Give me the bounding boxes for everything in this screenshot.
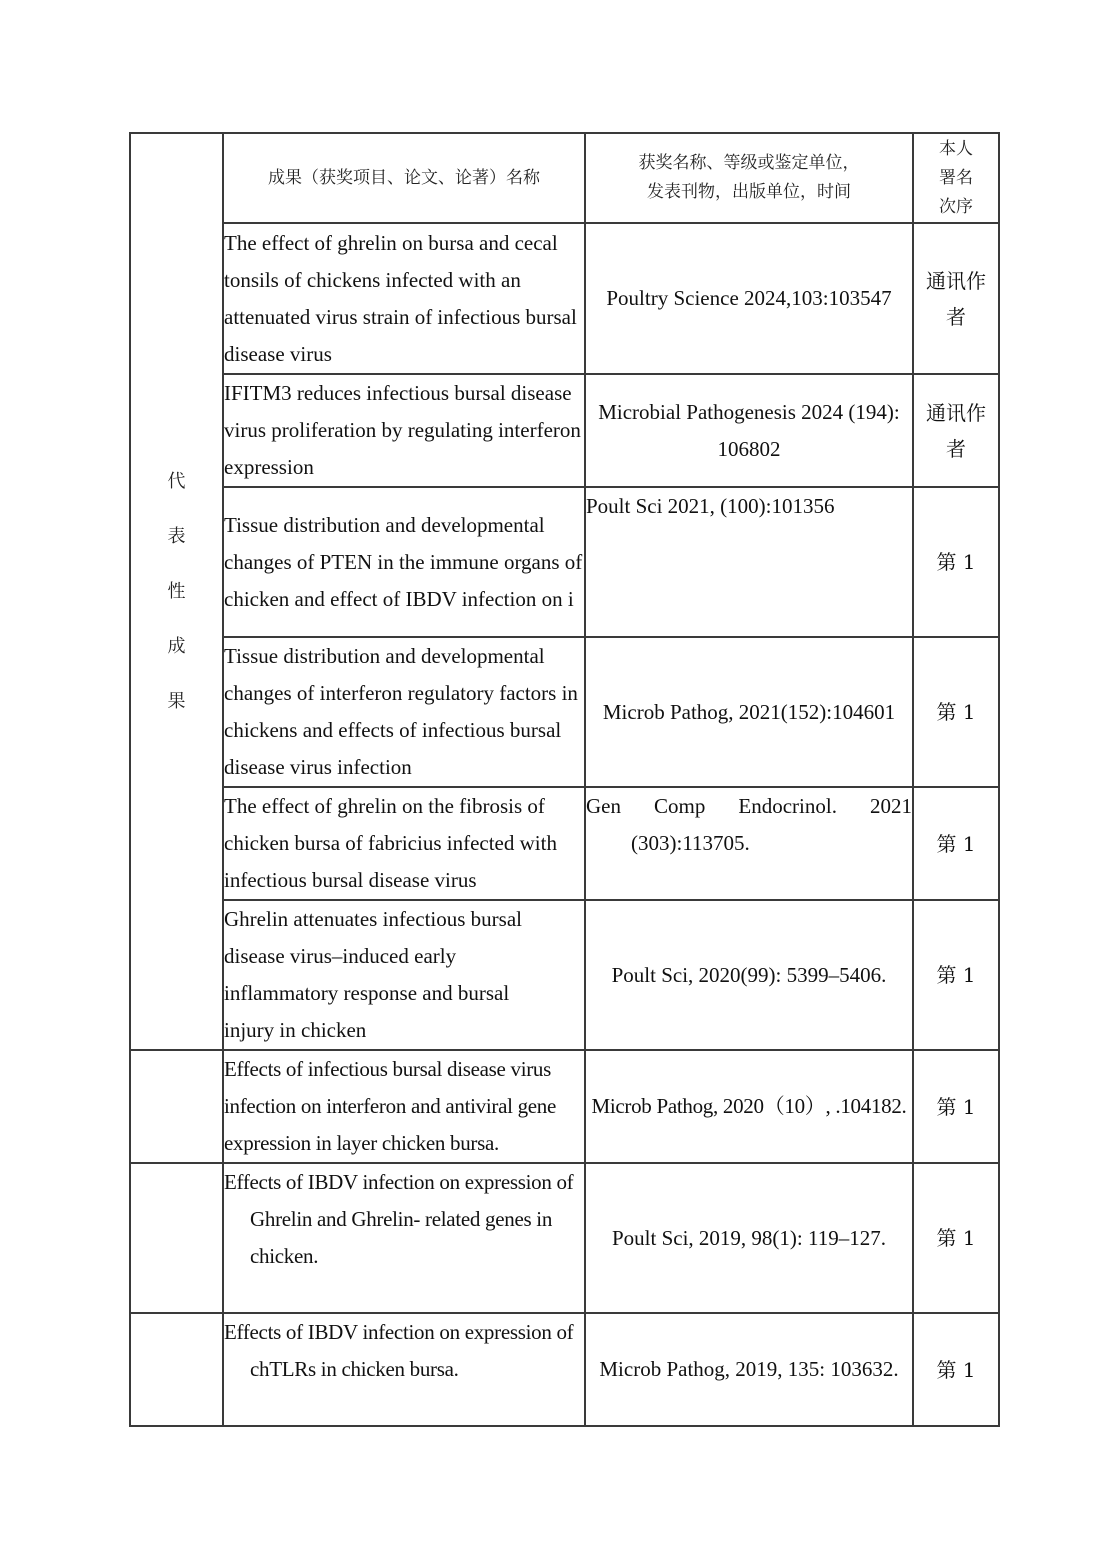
author-order: 第 1 (913, 1050, 999, 1163)
achievement-title: Tissue distribution and developmental changes of PTEN in the immune organs of chicken and effect of IBDV infection on i (223, 487, 585, 637)
achievement-title: Ghrelin attenuates infectious bursal disease virus–induced early inflammatory response and bursal injury in chicken (223, 900, 585, 1050)
achievement-publication: Microb Pathog, 2021(152):104601 (585, 637, 913, 787)
achievement-publication (585, 787, 913, 900)
author-order: 第 1 (913, 900, 999, 1050)
achievement-title: The effect of ghrelin on bursa and cecal tonsils of chickens infected with an attenuated virus strain of infectious bursal disease virus (223, 223, 585, 374)
table-row (130, 1313, 999, 1426)
achievement-title: The effect of ghrelin on the fibrosis of chicken bursa of fabricius infected with infectious bursal disease virus (223, 787, 585, 900)
side-label-char: 代 (167, 471, 186, 492)
header-order-label-line2: 署名 (939, 167, 973, 188)
table-row (130, 1050, 999, 1163)
achievement-publication: Microb Pathog, 2019, 135: 103632. (585, 1313, 913, 1426)
table-row (130, 374, 999, 487)
achievement-title: IFITM3 reduces infectious bursal disease virus proliferation by regulating interferon expression (223, 374, 585, 487)
table-header-row (130, 133, 999, 223)
author-order-text: 通讯作者 (926, 400, 986, 461)
achievements-table (129, 132, 1000, 1427)
achievement-publication: Microb Pathog, 2020（10）, .104182. (585, 1050, 913, 1163)
table-row (130, 223, 999, 374)
publication-text-line1: Gen Comp Endocrinol. 2021 (586, 794, 912, 818)
author-order: 第 1 (913, 787, 999, 900)
header-order-column (913, 133, 999, 223)
header-order-label-line3: 次序 (939, 196, 973, 217)
author-order-text: 通讯作者 (926, 268, 986, 329)
table-row (130, 900, 999, 1050)
side-label-char: 果 (167, 691, 186, 712)
header-publication-column (585, 133, 913, 223)
achievement-publication: Poultry Science 2024,103:103547 (585, 223, 913, 374)
side-label-cell (130, 133, 223, 1050)
author-order: 第 1 (913, 637, 999, 787)
achievement-publication: Microbial Pathogenesis 2024 (194): 106802 (585, 374, 913, 487)
table-row (130, 487, 999, 637)
header-order-label-line1: 本人 (939, 138, 973, 159)
author-order: 第 1 (913, 1313, 999, 1426)
publication-text-line2: (303):113705. (631, 831, 750, 855)
header-title-column (223, 133, 585, 223)
achievement-publication: Poult Sci, 2019, 98(1): 119–127. (585, 1163, 913, 1313)
publication-text: Poult Sci 2021, (100):101356 (586, 494, 835, 518)
table-row (130, 787, 999, 900)
table-row (130, 1163, 999, 1313)
achievement-title: Effects of IBDV infection on expression of Ghrelin and Ghrelin- related genes in chicken. (223, 1163, 585, 1313)
side-label-char: 成 (167, 636, 186, 657)
side-label-char: 性 (167, 581, 186, 602)
header-title-label: 成果（获奖项目、论文、论著）名称 (268, 167, 540, 188)
author-order (913, 223, 999, 374)
side-label-char: 表 (167, 526, 186, 547)
achievement-publication (585, 487, 913, 637)
achievement-title: Effects of infectious bursal disease virus infection on interferon and antiviral gene expression in layer chicken bursa. (223, 1050, 585, 1163)
achievement-title: Tissue distribution and developmental changes of interferon regulatory factors in chickens and effects of infectious bursal disease virus infection (223, 637, 585, 787)
author-order: 第 1 (913, 1163, 999, 1313)
side-empty-cell (130, 1313, 223, 1426)
author-order (913, 374, 999, 487)
side-empty-cell (130, 1163, 223, 1313)
achievement-publication: Poult Sci, 2020(99): 5399–5406. (585, 900, 913, 1050)
side-empty-cell (130, 1050, 223, 1163)
header-publication-label-line1: 获奖名称、等级或鉴定单位， (638, 153, 860, 173)
author-order: 第 1 (913, 487, 999, 637)
achievement-title: Effects of IBDV infection on expression of chTLRs in chicken bursa. (223, 1313, 585, 1426)
header-publication-label-line2: 发表刊物，出版单位，时间 (647, 182, 851, 202)
table-row (130, 637, 999, 787)
